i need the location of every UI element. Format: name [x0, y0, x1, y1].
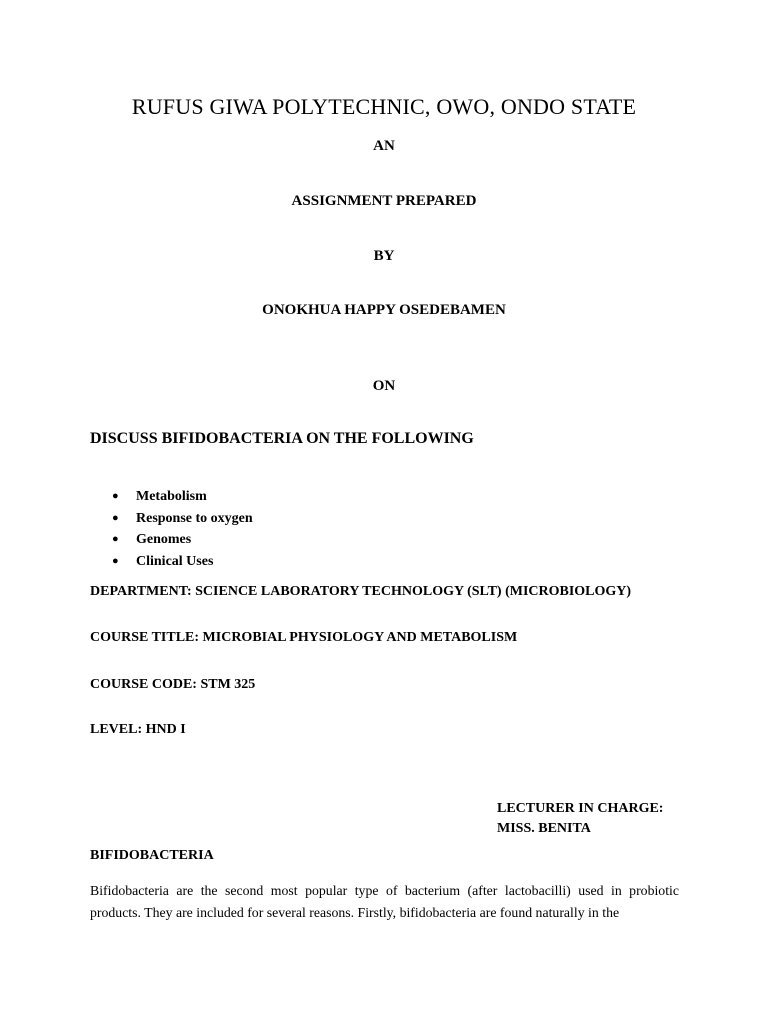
- topic-metabolism: Metabolism: [136, 489, 207, 504]
- topic-list: [90, 486, 253, 573]
- list-item: [90, 486, 253, 508]
- list-item: [90, 551, 253, 573]
- lecturer-label: LECTURER IN CHARGE:: [497, 801, 664, 816]
- line-by: BY: [373, 248, 395, 264]
- lecturer-block: [497, 799, 663, 839]
- lecturer-name: MISS. BENITA: [497, 821, 591, 836]
- section-title: BIFIDOBACTERIA: [90, 848, 214, 863]
- line-an: AN: [373, 138, 395, 154]
- topic-heading: DISCUSS BIFIDOBACTERIA ON THE FOLLOWING: [90, 430, 474, 447]
- line-on: ON: [372, 378, 396, 394]
- list-item: [90, 508, 253, 530]
- level-line: LEVEL: HND I: [90, 722, 186, 737]
- course-code-line: COURSE CODE: STM 325: [90, 677, 256, 692]
- department-line: DEPARTMENT: SCIENCE LABORATORY TECHNOLOGY (SLT) (MICROBIOLOGY): [90, 584, 632, 599]
- bullet-icon: ●: [112, 555, 119, 568]
- topic-genomes: Genomes: [136, 532, 192, 548]
- line-assignment-prepared: ASSIGNMENT PREPARED: [291, 193, 477, 209]
- bullet-icon: ●: [112, 490, 119, 502]
- bullet-icon: ●: [112, 511, 119, 524]
- list-item: [90, 529, 253, 551]
- body-paragraph: Bifidobacteria are the second most popular type of bacterium (after lactobacilli) used in probiotic products. They are included for several reasons. Firstly, bifidobacteria are found naturally in the: [90, 883, 679, 920]
- bullet-icon: ●: [112, 533, 119, 546]
- institution-title: RUFUS GIWA POLYTECHNIC, OWO, ONDO STATE: [131, 94, 637, 119]
- topic-clinical-uses: Clinical Uses: [136, 554, 214, 570]
- author-name: ONOKHUA HAPPY OSEDEBAMEN: [262, 302, 506, 318]
- course-title-line: COURSE TITLE: MICROBIAL PHYSIOLOGY AND METABOLISM: [90, 630, 518, 645]
- topic-response-to-oxygen: Response to oxygen: [136, 510, 253, 526]
